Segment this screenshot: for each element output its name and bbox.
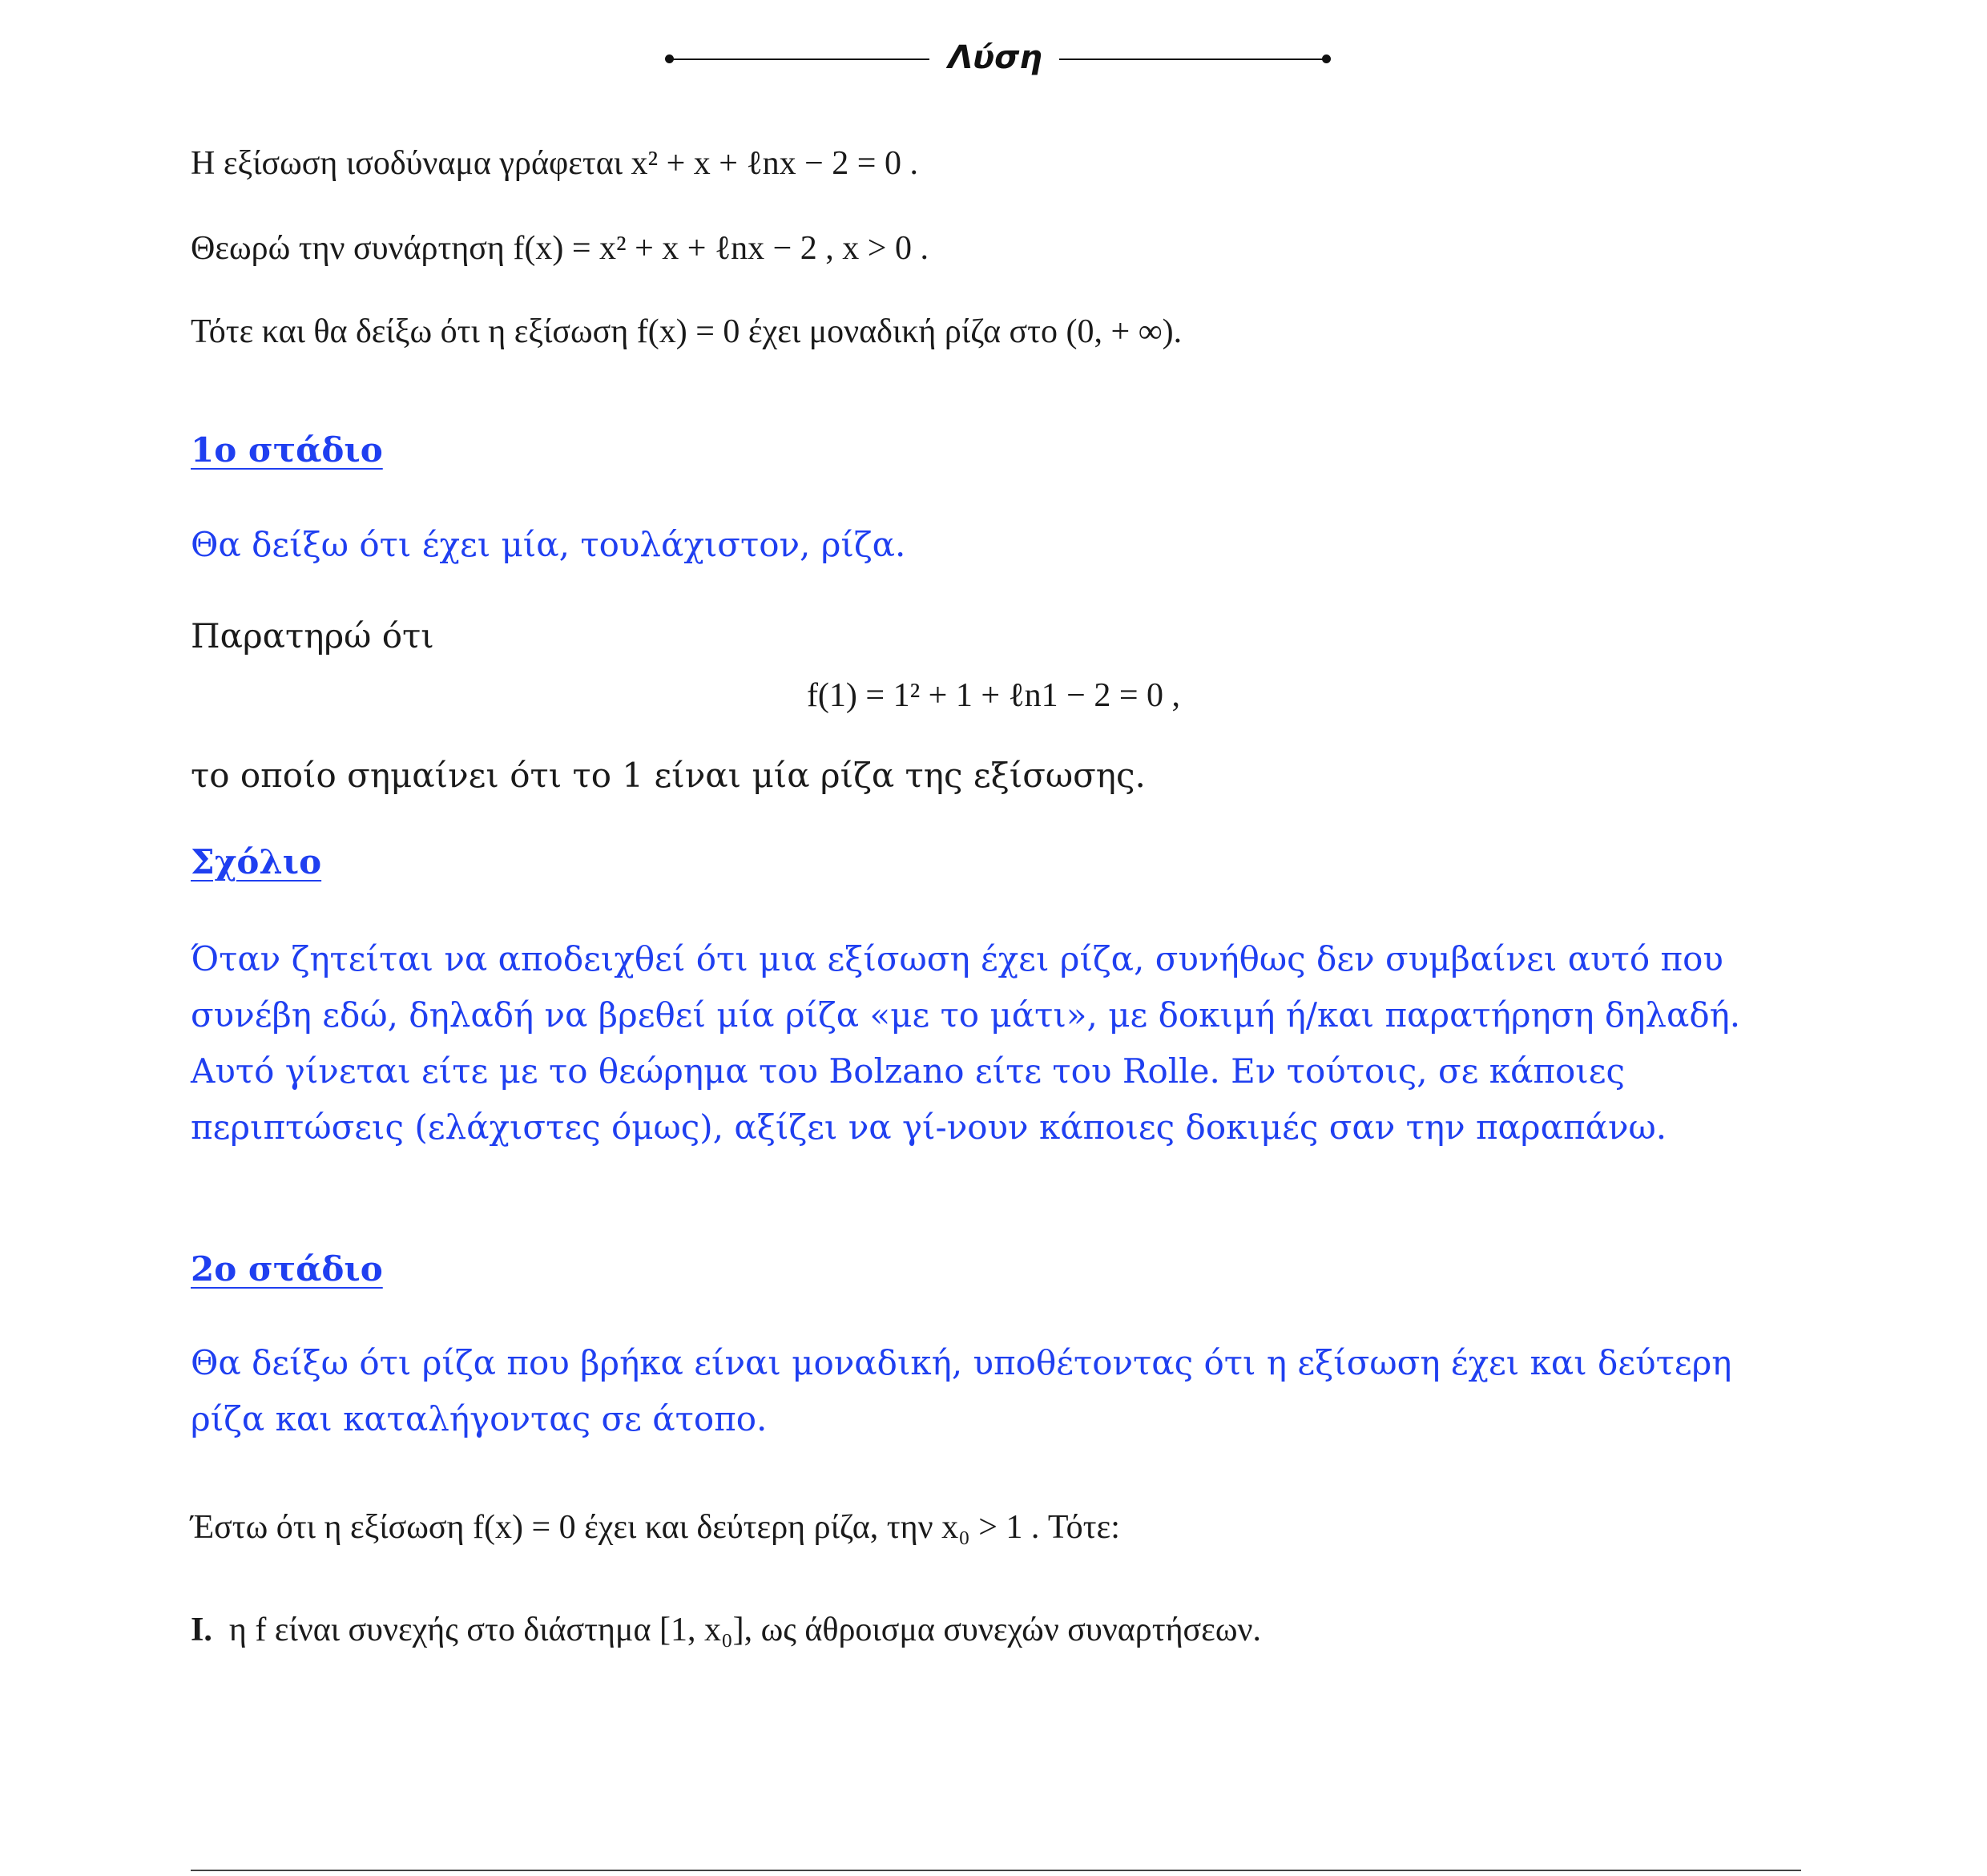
stage1-heading: 1ο στάδιο: [191, 430, 383, 470]
footer-rule: [191, 1870, 1801, 1871]
header-left-rule: [671, 58, 929, 60]
stage2-item: [191, 1608, 1261, 1652]
comment-text: Όταν ζητείται να αποδειχθεί ότι μια εξίσωση έχει ρίζα, συνήθως δεν συμβαίνει αυτό που συνέβη εδώ, δηλαδή να βρεθεί μία ρίζα «με το μάτι», με δοκιμή ή/και παρατήρηση δηλαδή. Αυτό γίνεται είτε με το θεώρημα του Bolzano είτε του Rolle. Εν τούτοις, σε κάποιες περιπτώσεις (ελάχιστες όμως), αξίζει να γί-νουν κάποιες δοκιμές σαν την παραπάνω.: [191, 939, 1741, 1147]
stage1-conclusion: το οποίο σημαίνει ότι το 1 είναι μία ρίζα της εξίσωσης.: [191, 756, 1146, 795]
comment-heading: Σχόλιο: [191, 842, 322, 882]
section-header: [665, 34, 1330, 82]
stage2-heading: 2ο στάδιο: [191, 1249, 383, 1289]
item-text: η f είναι συνεχής στο διάστημα [1, x₀], ως άθροισμα συνεχών συναρτήσεων.: [228, 1612, 1261, 1648]
stage2-assume: Έστω ότι η εξίσωση f(x) = 0 έχει και δεύτερη ρίζα, την x₀ > 1 . Τότε:: [191, 1509, 1120, 1546]
stage1-goal: Θα δείξω ότι έχει μία, τουλάχιστον, ρίζα.: [191, 525, 906, 564]
stage2-goal: Θα δείξω ότι ρίζα που βρήκα είναι μοναδική, υποθέτοντας ότι η εξίσωση έχει και δεύτερη ρίζα και καταλήγοντας σε άτοπο.: [191, 1343, 1732, 1438]
stage1-observe: Παρατηρώ ότι: [191, 616, 434, 656]
header-right-dot: [1322, 54, 1331, 63]
intro-line-3: Τότε και θα δείξω ότι η εξίσωση f(x) = 0 έχει μοναδική ρίζα στο (0, + ∞).: [191, 313, 1183, 350]
header-title: Λύση: [948, 39, 1042, 76]
stage1-equation: f(1) = 1² + 1 + ℓn1 − 2 = 0 ,: [806, 677, 1181, 714]
header-right-rule: [1059, 58, 1324, 60]
item-label: I.: [191, 1612, 212, 1648]
intro-line-1: Η εξίσωση ισοδύναμα γράφεται x² + x + ℓnx − 2 = 0 .: [191, 145, 918, 182]
intro-line-2: Θεωρώ την συνάρτηση f(x) = x² + x + ℓnx − 2 , x > 0 .: [191, 230, 929, 267]
